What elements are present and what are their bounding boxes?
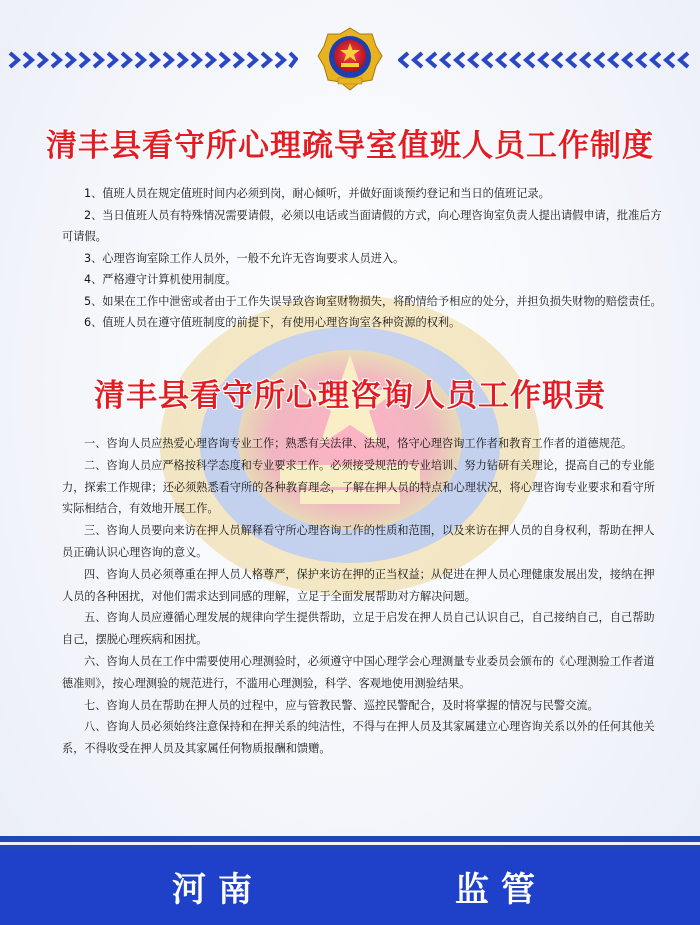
section2-title: 清丰县看守所心理咨询人员工作职责 [94, 378, 606, 414]
chevron-row-right-icon [398, 50, 692, 70]
footer-stripe [0, 836, 700, 842]
footer-bar [0, 850, 700, 925]
section1-title: 清丰县看守所心理疏导室值班人员工作制度 [46, 128, 654, 164]
section2-item: 六、咨询人员在工作中需要使用心理测验时，必须遵守中国心理学会心理测量专业委员会颁布的《心理测验工作者道德准则》，按心理测验的规范进行，不滥用心理测验，科学、客观地使用测验结果。 [62, 654, 655, 690]
section1-item: 1、值班人员在规定值班时间内必须到岗，耐心倾听，并做好面谈预约登记和当日的值班记录。 [84, 187, 550, 200]
section1-body [62, 183, 662, 334]
footer-left-text: 河南 [172, 870, 264, 910]
section2-item: 二、咨询人员应严格按科学态度和专业要求工作。必须接受规范的专业培训、努力钻研有关理论，提高自己的专业能力，探索工作规律；还必须熟悉看守所的各种教育理念，了解在押人员的特点和心理状况，将心理咨询专业要求和看守所实际相结合，有效地开展工作。 [62, 458, 655, 516]
section2-body [62, 433, 662, 760]
section2-item: 三、咨询人员要向来访在押人员解释看守所心理咨询工作的性质和范围，以及来访在押人员的自身权利，帮助在押人员正确认识心理咨询的意义。 [62, 524, 655, 559]
section2-item: 八、咨询人员必须始终注意保持和在押关系的纯洁性，不得与在押人员及其家属建立心理咨询关系以外的任何其他关系，不得收受在押人员及其家属任何物质报酬和馈赠。 [62, 720, 655, 756]
section2-item: 四、咨询人员必须尊重在押人员人格尊严，保护来访在押的正当权益；从促进在押人员心理健康发展出发，接纳在押人员的各种困扰，对他们需求达到同感的理解，立足于全面发展帮助对方解决问题。 [62, 567, 655, 603]
section1-item: 6、值班人员在遵守值班制度的前提下，有使用心理咨询室各种资源的权利。 [84, 316, 461, 329]
section2-item: 七、咨询人员在帮助在押人员的过程中，应与管教民警、巡控民警配合，及时将掌握的情况与民警交流。 [84, 698, 599, 712]
section2-item: 五、咨询人员应遵循心理发展的规律向学生提供帮助，立足于启发在押人员自己认识自己，自己接纳自己，自己帮助自己，摆脱心理疾病和困扰。 [62, 611, 655, 647]
section2-item: 一、咨询人员应热爱心理咨询专业工作；熟悉有关法律、法规，恪守心理咨询工作者和教育工作者的道德规范。 [84, 437, 633, 450]
police-emblem-icon [316, 26, 384, 92]
section1-item: 5、如果在工作中泄密或者由于工作失误导致咨询室财物损失，将酌情给予相应的处分，并担负损失财物的赔偿责任。 [84, 294, 662, 308]
footer-right-text: 监管 [455, 870, 547, 910]
section1-item: 4、严格遵守计算机使用制度。 [84, 273, 237, 286]
chevron-row-left-icon [8, 50, 298, 70]
section1-item: 2、当日值班人员有特殊情况需要请假，必须以电话或当面请假的方式，向心理咨询室负责人提出请假申请，批准后方可请假。 [62, 208, 662, 243]
section1-item: 3、心理咨询室除工作人员外，一般不允许无咨询要求人员进入。 [84, 251, 405, 265]
